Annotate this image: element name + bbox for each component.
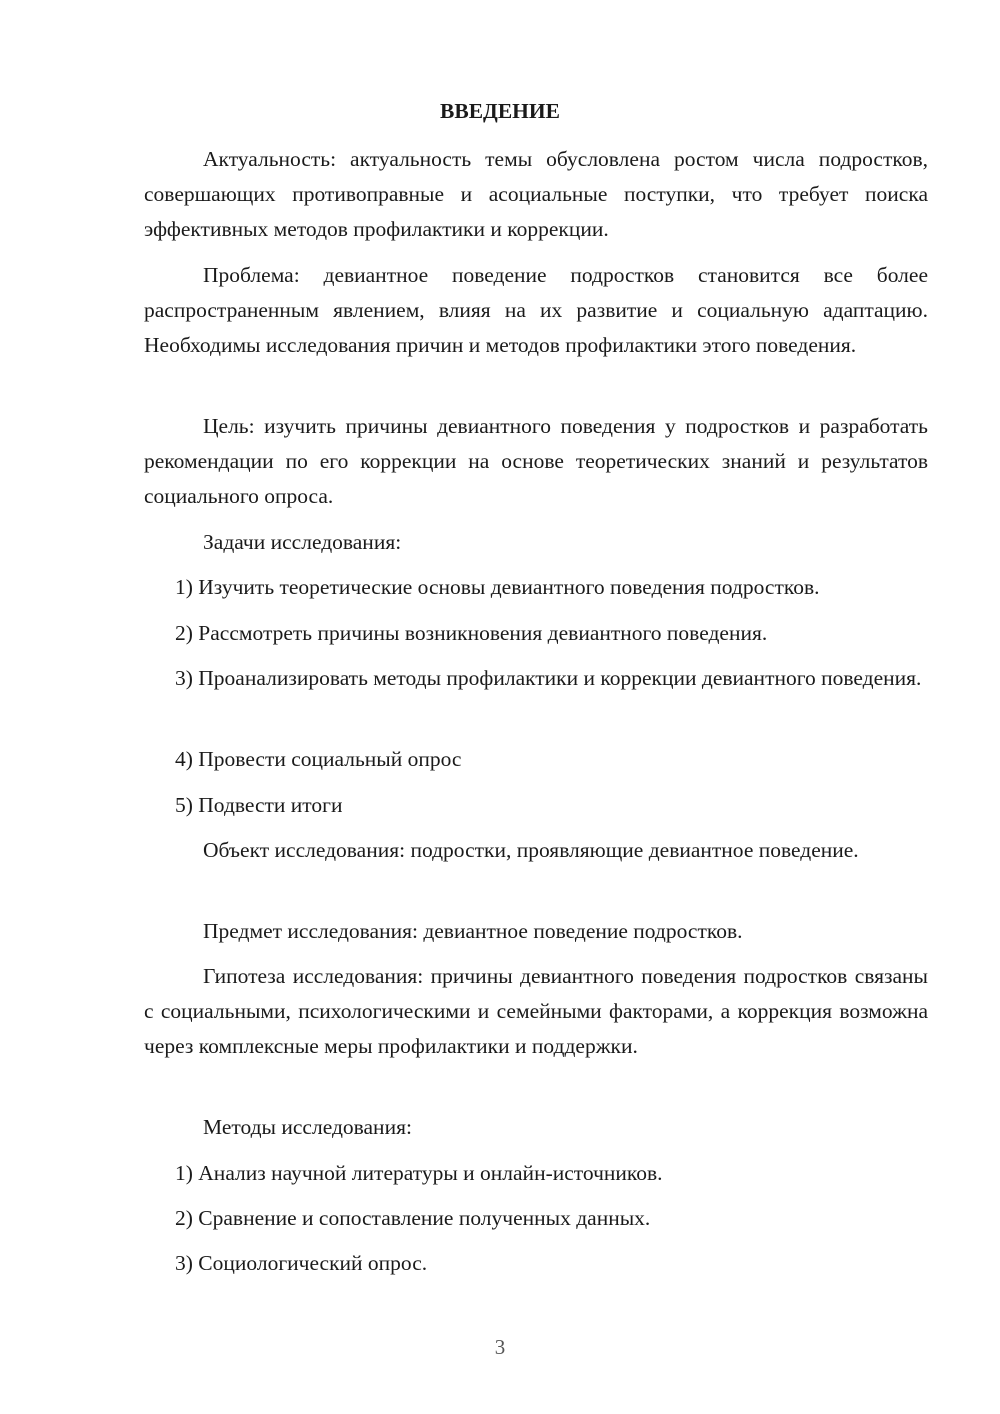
tasks-heading: Задачи исследования:	[203, 530, 402, 554]
hypothesis-paragraph: Гипотеза исследования: причины девиантного поведения подростков связаны с социальными, психологическими и семейными факторами, а коррекция возможна через комплексные меры профилактики и поддержки.	[144, 964, 928, 1058]
task-item: 2) Рассмотреть причины возникновения девиантного поведения.	[175, 621, 768, 645]
page-number: 3	[494, 1335, 506, 1359]
subject-paragraph: Предмет исследования: девиантное поведение подростков.	[203, 919, 743, 943]
task-item: 4) Провести социальный опрос	[175, 747, 462, 771]
methods-heading: Методы исследования:	[203, 1115, 412, 1139]
task-item: 1) Изучить теоретические основы девиантного поведения подростков.	[175, 575, 820, 599]
task-item: 5) Подвести итоги	[175, 793, 343, 817]
problem-paragraph: Проблема: девиантное поведение подростков становится все более распространенным явлением, влияя на их развитие и социальную адаптацию. Необходимы исследования причин и методов профилактики этого поведения.	[144, 263, 928, 357]
method-item: 2) Сравнение и сопоставление полученных данных.	[175, 1206, 651, 1230]
goal-paragraph: Цель: изучить причины девиантного поведения у подростков и разработать рекомендации по его коррекции на основе теоретических знаний и результатов социального опроса.	[144, 414, 928, 508]
page-title: ВВЕДЕНИЕ	[440, 99, 560, 123]
task-item: 3) Проанализировать методы профилактики и коррекции девиантного поведения.	[175, 666, 922, 690]
object-paragraph: Объект исследования: подростки, проявляющие девиантное поведение.	[203, 838, 859, 862]
relevance-paragraph: Актуальность: актуальность темы обусловлена ростом числа подростков, совершающих противоправные и асоциальные поступки, что требует поиска эффективных методов профилактики и коррекции.	[144, 147, 928, 241]
method-item: 1) Анализ научной литературы и онлайн-источников.	[175, 1161, 663, 1185]
method-item: 3) Социологический опрос.	[175, 1251, 428, 1275]
